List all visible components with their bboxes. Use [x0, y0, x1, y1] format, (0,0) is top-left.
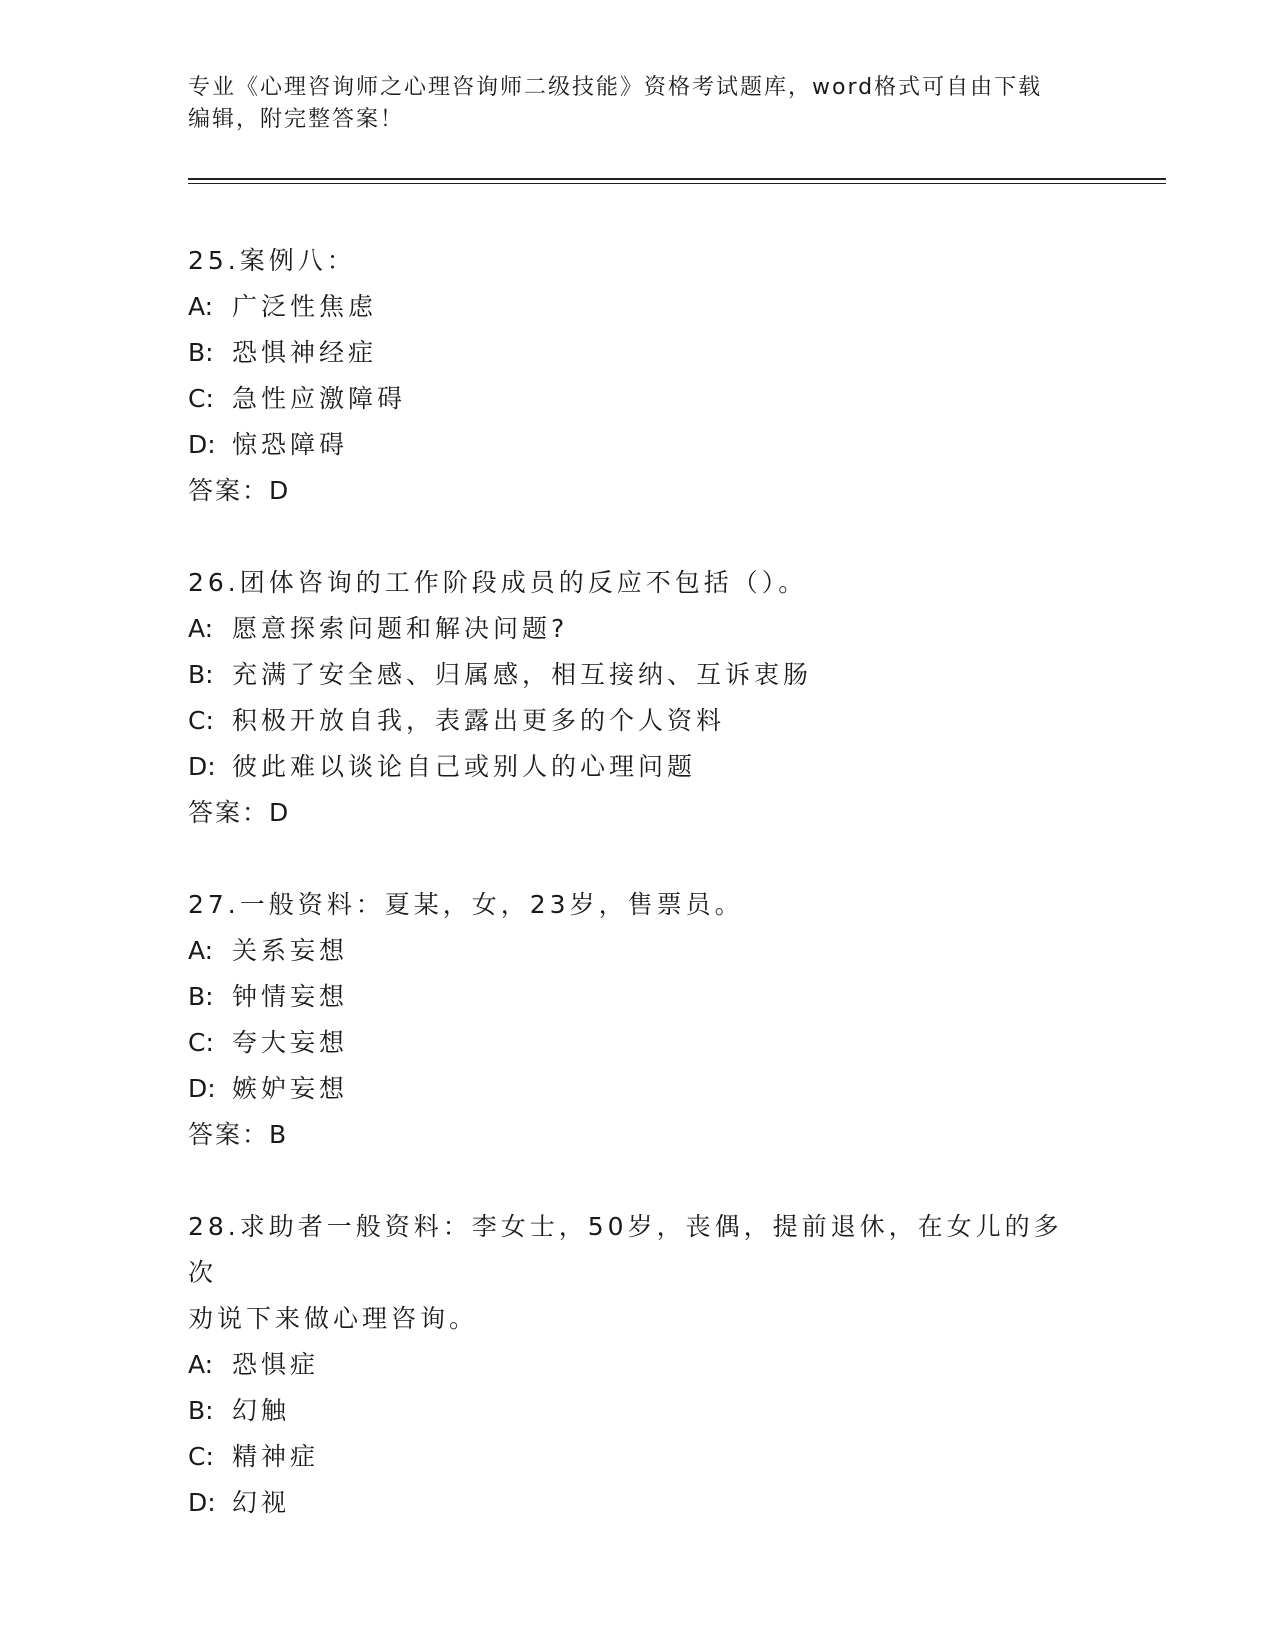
option-b: [188, 974, 1088, 1020]
option-a: [188, 928, 1088, 974]
option-letter: B:: [188, 982, 214, 1011]
option-text: 愿意探索问题和解决问题?: [232, 614, 569, 643]
option-d: [188, 422, 1088, 468]
option-letter: A:: [188, 936, 214, 965]
question-stem: [188, 238, 1088, 284]
question-list: [188, 238, 1088, 1572]
header-line-1: 专业《心理咨询师之心理咨询师二级技能》资格考试题库，word格式可自由下载: [188, 75, 1043, 100]
question-26: [188, 560, 1088, 836]
option-b: [188, 652, 1088, 698]
option-text: 嫉妒妄想: [232, 1074, 349, 1103]
option-a: [188, 1342, 1088, 1388]
header-line-2: 编辑，附完整答案！: [188, 107, 405, 132]
option-c: [188, 698, 1088, 744]
option-letter: B:: [188, 1396, 214, 1425]
option-letter: C:: [188, 1028, 214, 1057]
option-c: [188, 376, 1088, 422]
answer-line: 答案：D: [188, 476, 291, 505]
option-letter: D:: [188, 752, 216, 781]
option-d: [188, 1480, 1088, 1526]
option-d: [188, 1066, 1088, 1112]
question-stem-line: 28.求助者一般资料：李女士，50岁，丧偶，提前退休，在女儿的多次: [188, 1212, 1063, 1287]
option-d: [188, 744, 1088, 790]
question-stem-line: 劝说下来做心理咨询。: [188, 1304, 479, 1333]
option-text: 关系妄想: [232, 936, 349, 965]
option-letter: A:: [188, 1350, 214, 1379]
option-text: 恐惧症: [232, 1350, 320, 1379]
option-b: [188, 1388, 1088, 1434]
option-letter: D:: [188, 430, 216, 459]
question-stem-line: 26.团体咨询的工作阶段成员的反应不包括（）。: [188, 568, 808, 597]
option-letter: A:: [188, 292, 214, 321]
option-c: [188, 1434, 1088, 1480]
option-letter: D:: [188, 1488, 216, 1517]
option-text: 幻视: [232, 1488, 291, 1517]
question-stem-line: 25.案例八：: [188, 246, 356, 275]
question-28: [188, 1204, 1088, 1526]
option-letter: B:: [188, 660, 214, 689]
answer-line: 答案：B: [188, 1120, 289, 1149]
option-letter: A:: [188, 614, 214, 643]
option-letter: C:: [188, 384, 214, 413]
option-text: 广泛性焦虑: [232, 292, 378, 321]
option-letter: D:: [188, 1074, 216, 1103]
question-27: [188, 882, 1088, 1158]
header-divider: [188, 178, 1166, 184]
option-a: [188, 284, 1088, 330]
option-text: 钟情妄想: [232, 982, 349, 1011]
option-text: 恐惧神经症: [232, 338, 378, 367]
answer-line: 答案：D: [188, 798, 291, 827]
option-text: 急性应激障碍: [232, 384, 407, 413]
option-letter: C:: [188, 706, 214, 735]
option-text: 彼此难以谈论自己或别人的心理问题: [232, 752, 697, 781]
option-text: 惊恐障碍: [232, 430, 349, 459]
option-letter: C:: [188, 1442, 214, 1471]
option-text: 夸大妄想: [232, 1028, 349, 1057]
option-letter: B:: [188, 338, 214, 367]
document-header: [188, 72, 1068, 136]
option-text: 积极开放自我，表露出更多的个人资料: [232, 706, 726, 735]
question-stem: [188, 882, 1088, 928]
option-text: 充满了安全感、归属感，相互接纳、互诉衷肠: [232, 660, 813, 689]
option-a: [188, 606, 1088, 652]
question-stem: [188, 560, 1088, 606]
option-c: [188, 1020, 1088, 1066]
option-text: 精神症: [232, 1442, 320, 1471]
option-text: 幻触: [232, 1396, 291, 1425]
question-stem-line: 27.一般资料：夏某，女，23岁，售票员。: [188, 890, 744, 919]
question-stem: [188, 1204, 1088, 1342]
question-25: [188, 238, 1088, 514]
option-b: [188, 330, 1088, 376]
